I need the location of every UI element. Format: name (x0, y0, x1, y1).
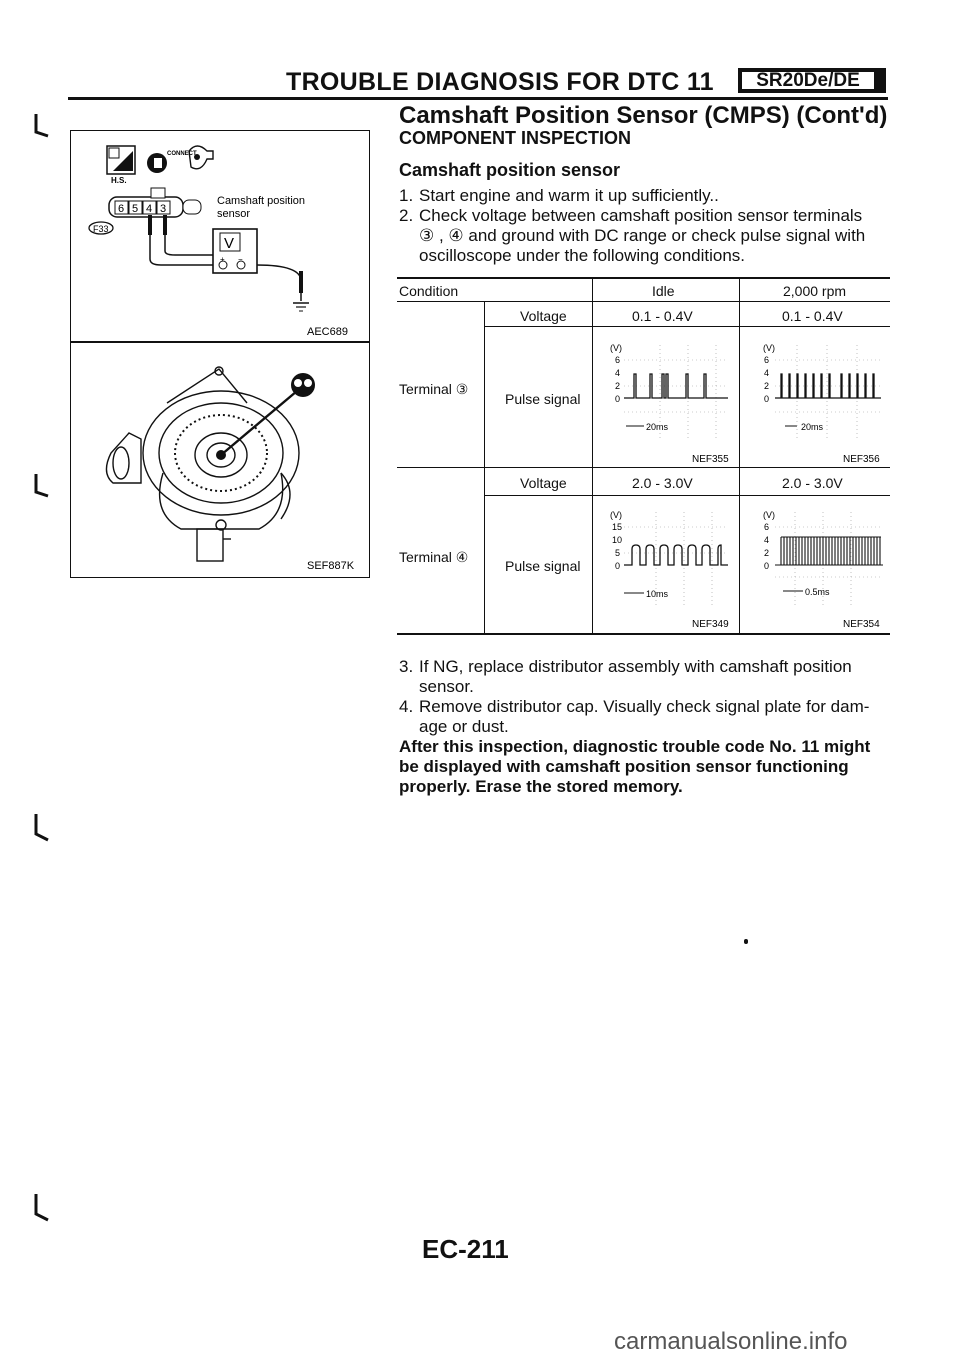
table-rule-bottom (397, 633, 890, 635)
scope-tick: 2 (764, 381, 770, 391)
section-title: Camshaft Position Sensor (CMPS) (Cont'd) (399, 102, 888, 129)
scope-tick: 4 (764, 535, 770, 545)
page-number: EC-211 (422, 1234, 509, 1264)
step-4-line: Remove distributor cap. Visually check signal plate for dam- (419, 697, 870, 716)
step-4-line: age or dust. (419, 717, 509, 736)
voltage-idle-value: 2.0 - 3.0V (632, 475, 693, 491)
scope-tick: 0 (764, 394, 770, 404)
scope-unit: (V) (763, 343, 775, 353)
svg-text:−: − (238, 255, 243, 264)
table-rule-top (397, 277, 890, 279)
voltage-label: Voltage (520, 475, 567, 491)
table-rule (397, 467, 890, 468)
scope-tick: 5 (615, 548, 621, 558)
figure-code: AEC689 (307, 326, 348, 338)
scope-tick: 4 (764, 368, 770, 378)
scope-time: 0.5ms (805, 587, 830, 597)
table-rule (484, 495, 890, 496)
connector-pin-label: 3 (160, 203, 167, 215)
connection-diagram-figure (70, 130, 370, 342)
voltmeter-icon (213, 229, 257, 273)
binding-mark-4 (30, 1192, 50, 1222)
scope-tick: 6 (764, 355, 770, 365)
connect-label: CONNECT (167, 151, 197, 157)
step-1-text: Start engine and warm it up sufficiently.. (419, 186, 719, 205)
watermark: carmanualsonline.info (614, 1328, 848, 1355)
note-line: After this inspection, diagnostic trouble code No. 11 might (399, 737, 871, 756)
binding-mark-3 (30, 812, 50, 842)
scope-trace-t3-idle (600, 330, 736, 466)
connector-pin-label: 5 (132, 203, 139, 215)
note-line: properly. Erase the stored memory. (399, 777, 683, 796)
scope-time: 20ms (646, 422, 669, 432)
scope-tick: 15 (612, 522, 623, 532)
step-3-num: 3. (399, 657, 414, 676)
table-col-rule (739, 277, 740, 634)
scope-time: 20ms (801, 422, 824, 432)
print-speck (744, 939, 748, 944)
svg-text:+: + (220, 255, 225, 264)
step-2-num: 2. (399, 206, 414, 225)
distributor-figure (70, 342, 370, 578)
scope-tick: 0 (615, 561, 621, 571)
step-3-line: sensor. (419, 677, 474, 696)
scope-unit: (V) (610, 510, 622, 520)
scope-tick: 0 (615, 394, 621, 404)
step-2-line: oscilloscope under the following conditions. (419, 246, 746, 265)
table-col-rule (484, 468, 485, 634)
header-2000rpm: 2,000 rpm (783, 283, 847, 299)
connector-id-label: F33 (93, 224, 109, 234)
terminal-label: Terminal ③ (399, 381, 469, 397)
table-col-rule (592, 277, 593, 634)
distributor-illustration (71, 343, 368, 576)
step-4-num: 4. (399, 697, 414, 716)
scope-unit: (V) (763, 510, 775, 520)
sensor-head-icon (189, 146, 213, 169)
header-rule (68, 97, 888, 100)
table-rule (484, 326, 890, 327)
page-header-title: TROUBLE DIAGNOSIS FOR DTC 11 (286, 68, 714, 96)
header-condition: Condition (399, 283, 459, 299)
sensor-label: sensor (217, 208, 251, 220)
scope-code: NEF355 (692, 454, 729, 465)
figure-code: SEF887K (307, 560, 355, 572)
scope-tick: 4 (615, 368, 621, 378)
pulse-signal-label: Pulse signal (505, 558, 581, 574)
scope-trace-t4-2000rpm (747, 497, 887, 631)
table-col-rule (484, 302, 485, 467)
subheading: Camshaft position sensor (399, 160, 621, 180)
voltage-rpm-value: 0.1 - 0.4V (782, 308, 843, 324)
scope-tick: 0 (764, 561, 770, 571)
scope-tick: 6 (764, 522, 770, 532)
header-idle: Idle (652, 283, 675, 299)
voltage-idle-value: 0.1 - 0.4V (632, 308, 693, 324)
step-4 (399, 697, 870, 736)
sensor-label: Camshaft position (217, 195, 306, 207)
scope-code: NEF354 (843, 619, 880, 630)
scope-trace-t3-2000rpm (747, 330, 887, 466)
scope-trace-t4-idle (600, 497, 736, 631)
hs-label: H.S. (111, 176, 127, 185)
ignition-switch-icon (107, 146, 135, 174)
table-rule (397, 301, 890, 302)
scope-unit: (V) (610, 343, 622, 353)
step-3-line: If NG, replace distributor assembly with camshaft position (419, 657, 852, 676)
connector-pin-label: 6 (118, 203, 125, 215)
binding-mark-2 (30, 472, 50, 498)
section-subtitle: COMPONENT INSPECTION (399, 128, 632, 148)
note-line: be displayed with camshaft position sensor functioning (399, 757, 849, 776)
scope-tick: 2 (764, 548, 770, 558)
pulse-signal-label: Pulse signal (505, 391, 581, 407)
voltage-label: Voltage (520, 308, 567, 324)
scope-time: 10ms (646, 589, 669, 599)
step-1-num: 1. (399, 186, 414, 205)
scope-tick: 10 (612, 535, 623, 545)
scope-code: NEF349 (692, 619, 729, 630)
connector-pin-label: 4 (146, 203, 153, 215)
scope-tick: 2 (615, 381, 621, 391)
terminal-label: Terminal ④ (399, 549, 469, 565)
engine-badge-label: SR20De/DE (742, 72, 874, 89)
scope-code: NEF356 (843, 454, 880, 465)
step-2-line: ③ , ④ and ground with DC range or check pulse signal with (419, 226, 866, 245)
scope-tick: 6 (615, 355, 621, 365)
step-3 (399, 657, 852, 696)
inspection-note (399, 737, 870, 797)
step-1 (399, 186, 719, 206)
meter-label: V (224, 235, 235, 252)
step-2 (399, 206, 866, 265)
step-2-line: Check voltage between camshaft position sensor terminals (419, 206, 863, 225)
engine-badge (738, 68, 886, 93)
voltage-rpm-value: 2.0 - 3.0V (782, 475, 843, 491)
binding-mark-1 (30, 112, 50, 138)
connect-icon (147, 153, 167, 173)
connection-diagram (71, 131, 368, 340)
